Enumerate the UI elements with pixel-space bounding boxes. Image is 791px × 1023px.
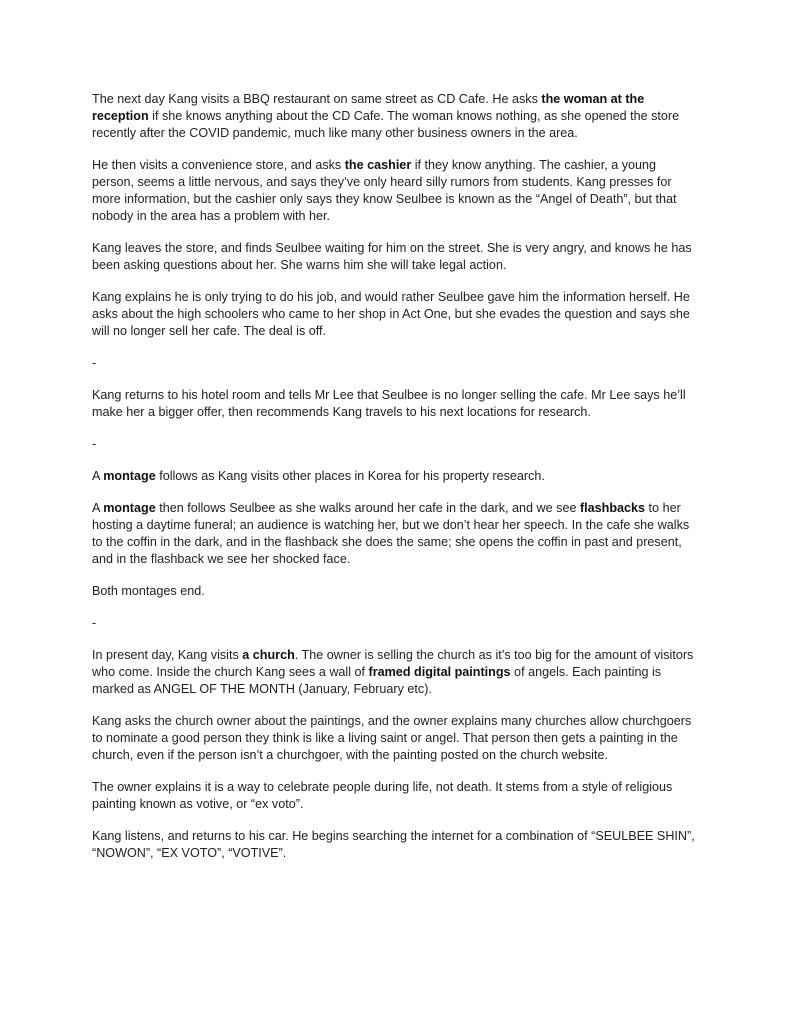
paragraph xyxy=(92,240,700,274)
paragraph xyxy=(92,387,700,421)
bold-phrase: flashbacks xyxy=(579,501,646,515)
text-run: if they know anything. The cashier, a young person, seems a little nervous, and says they’ve only heard silly rumors from students. Kang presses for more information, but the cashier only says they know Seulbee is known as the “Angel of Death”, but that nobody in the area has a problem with her. xyxy=(92,158,677,223)
text-run: to her hosting a daytime funeral; an audience is watching her, but we don’t hear her speech. In the cafe she walks to the coffin in the dark, and in the flashback she does the same; she opens the coffin in past and present, and in the flashback we see her shocked face. xyxy=(92,501,690,566)
text-run: The next day Kang visits a BBQ restaurant on same street as CD Cafe. He asks xyxy=(92,92,542,106)
paragraph xyxy=(92,91,700,142)
bold-phrase: montage xyxy=(103,501,156,515)
text-run: Kang returns to his hotel room and tells Mr Lee that Seulbee is no longer selling the cafe. Mr Lee says he’ll make her a bigger offer, then recommends Kang travels to his next locations for research. xyxy=(92,388,686,419)
text-run: Both montages end. xyxy=(92,584,205,598)
text-run: Kang asks the church owner about the paintings, and the owner explains many churches allow churchgoers to nominate a good person they think is like a living saint or angel. That person then gets a painting in the church, even if the person isn’t a churchgoer, with the painting posted on the church website. xyxy=(92,714,692,762)
bold-phrase: the woman at the reception xyxy=(92,92,645,123)
bold-phrase: montage xyxy=(103,469,156,483)
text-run: Kang leaves the store, and finds Seulbee waiting for him on the street. She is very angry, and knows he has been asking questions about her. She warns him she will take legal action. xyxy=(92,241,692,272)
paragraph xyxy=(92,157,700,225)
paragraph xyxy=(92,583,700,600)
bold-phrase: framed digital paintings xyxy=(368,665,511,679)
text-run: Kang listens, and returns to his car. He begins searching the internet for a combination of “SEULBEE SHIN”, “NOWON”, “EX VOTO”, “VOTIVE”. xyxy=(92,829,695,860)
paragraph xyxy=(92,713,700,764)
document-page xyxy=(92,91,700,877)
text-run: of angels. Each painting is marked as ANGEL OF THE MONTH (January, February etc). xyxy=(92,665,662,696)
text-run: A xyxy=(92,469,104,483)
bold-phrase: a church xyxy=(242,648,295,662)
paragraph xyxy=(92,647,700,698)
paragraph xyxy=(92,468,700,485)
text-run: - xyxy=(92,616,97,630)
paragraph xyxy=(92,828,700,862)
section-separator xyxy=(92,355,700,372)
text-run: The owner explains it is a way to celebrate people during life, not death. It stems from a style of religious painting known as votive, or “ex voto”. xyxy=(92,780,673,811)
text-run: follows as Kang visits other places in Korea for his property research. xyxy=(155,469,545,483)
text-run: - xyxy=(92,437,97,451)
text-run: A xyxy=(92,501,104,515)
text-run: - xyxy=(92,356,97,370)
paragraph xyxy=(92,779,700,813)
bold-phrase: the cashier xyxy=(344,158,412,172)
text-run: . The owner is selling the church as it’s too big for the amount of visitors who come. Inside the church Kang sees a wall of xyxy=(92,648,694,679)
section-separator xyxy=(92,436,700,453)
text-run: if she knows anything about the CD Cafe. The woman knows nothing, as she opened the store recently after the COVID pandemic, much like many other business owners in the area. xyxy=(92,109,680,140)
paragraph xyxy=(92,500,700,568)
paragraph xyxy=(92,289,700,340)
section-separator xyxy=(92,615,700,632)
text-run: then follows Seulbee as she walks around her cafe in the dark, and we see xyxy=(155,501,580,515)
text-run: In present day, Kang visits xyxy=(92,648,243,662)
text-run: He then visits a convenience store, and asks xyxy=(92,158,345,172)
text-run: Kang explains he is only trying to do his job, and would rather Seulbee gave him the information herself. He asks about the high schoolers who came to her shop in Act One, but she evades the question and says she will no longer sell her cafe. The deal is off. xyxy=(92,290,690,338)
